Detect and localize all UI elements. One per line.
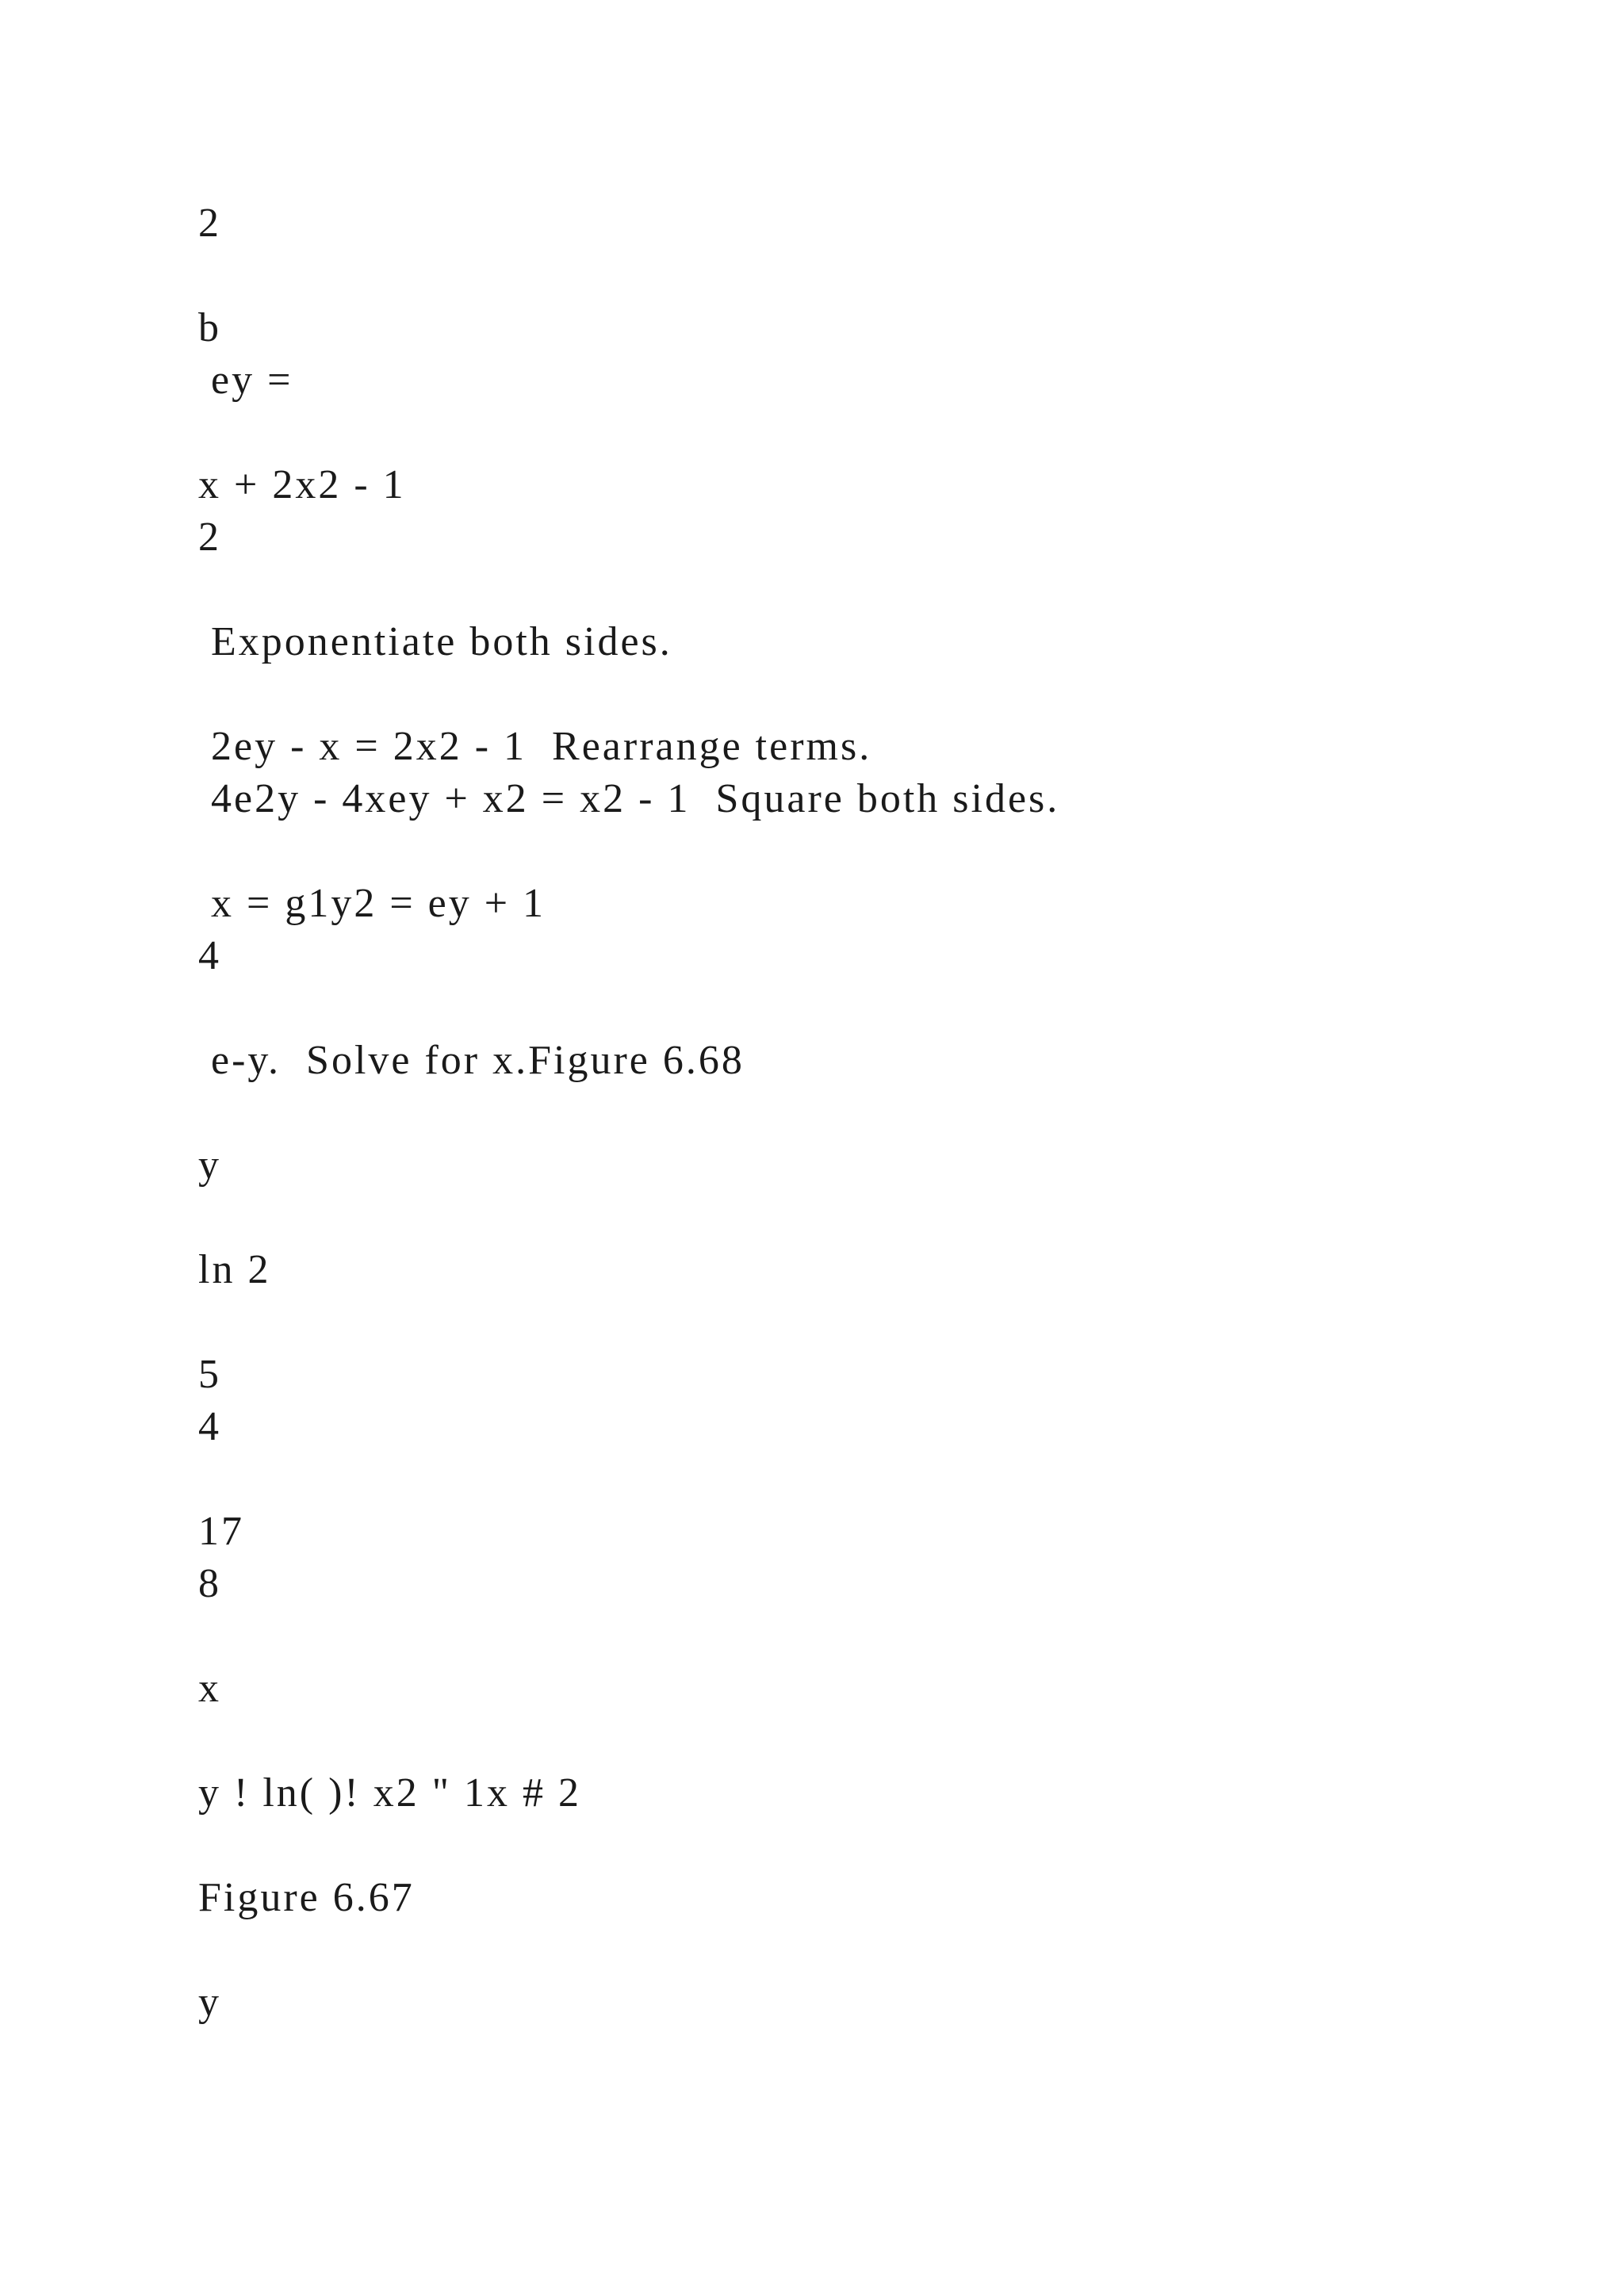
- text-line: 8: [198, 1561, 221, 1606]
- text-line: Exponentiate both sides.: [198, 619, 672, 664]
- text-line: e-y. Solve for x.Figure 6.68: [198, 1038, 745, 1083]
- text-line: y: [198, 1980, 221, 2025]
- text-line: x + 2x2 - 1: [198, 462, 406, 507]
- text-line: 4e2y - 4xey + x2 = x2 - 1 Square both sides.: [198, 776, 1060, 821]
- text-line: 4: [198, 1404, 221, 1449]
- text-line: 4: [198, 933, 221, 978]
- text-line: 5: [198, 1352, 221, 1397]
- text-line: x = g1y2 = ey + 1: [198, 881, 546, 926]
- text-line: y ! ln( )! x2 " 1x # 2: [198, 1770, 581, 1816]
- text-line: b: [198, 305, 221, 350]
- text-line: y: [198, 1142, 221, 1188]
- text-line: 2: [198, 201, 221, 246]
- text-line: ey =: [198, 358, 293, 403]
- text-line: x: [198, 1666, 221, 1711]
- text-line: 2: [198, 515, 221, 560]
- text-line: Figure 6.67: [198, 1875, 415, 1920]
- text-line: 17: [198, 1509, 244, 1554]
- text-line: 2ey - x = 2x2 - 1 Rearrange terms.: [198, 724, 872, 769]
- text-line: ln 2: [198, 1247, 271, 1292]
